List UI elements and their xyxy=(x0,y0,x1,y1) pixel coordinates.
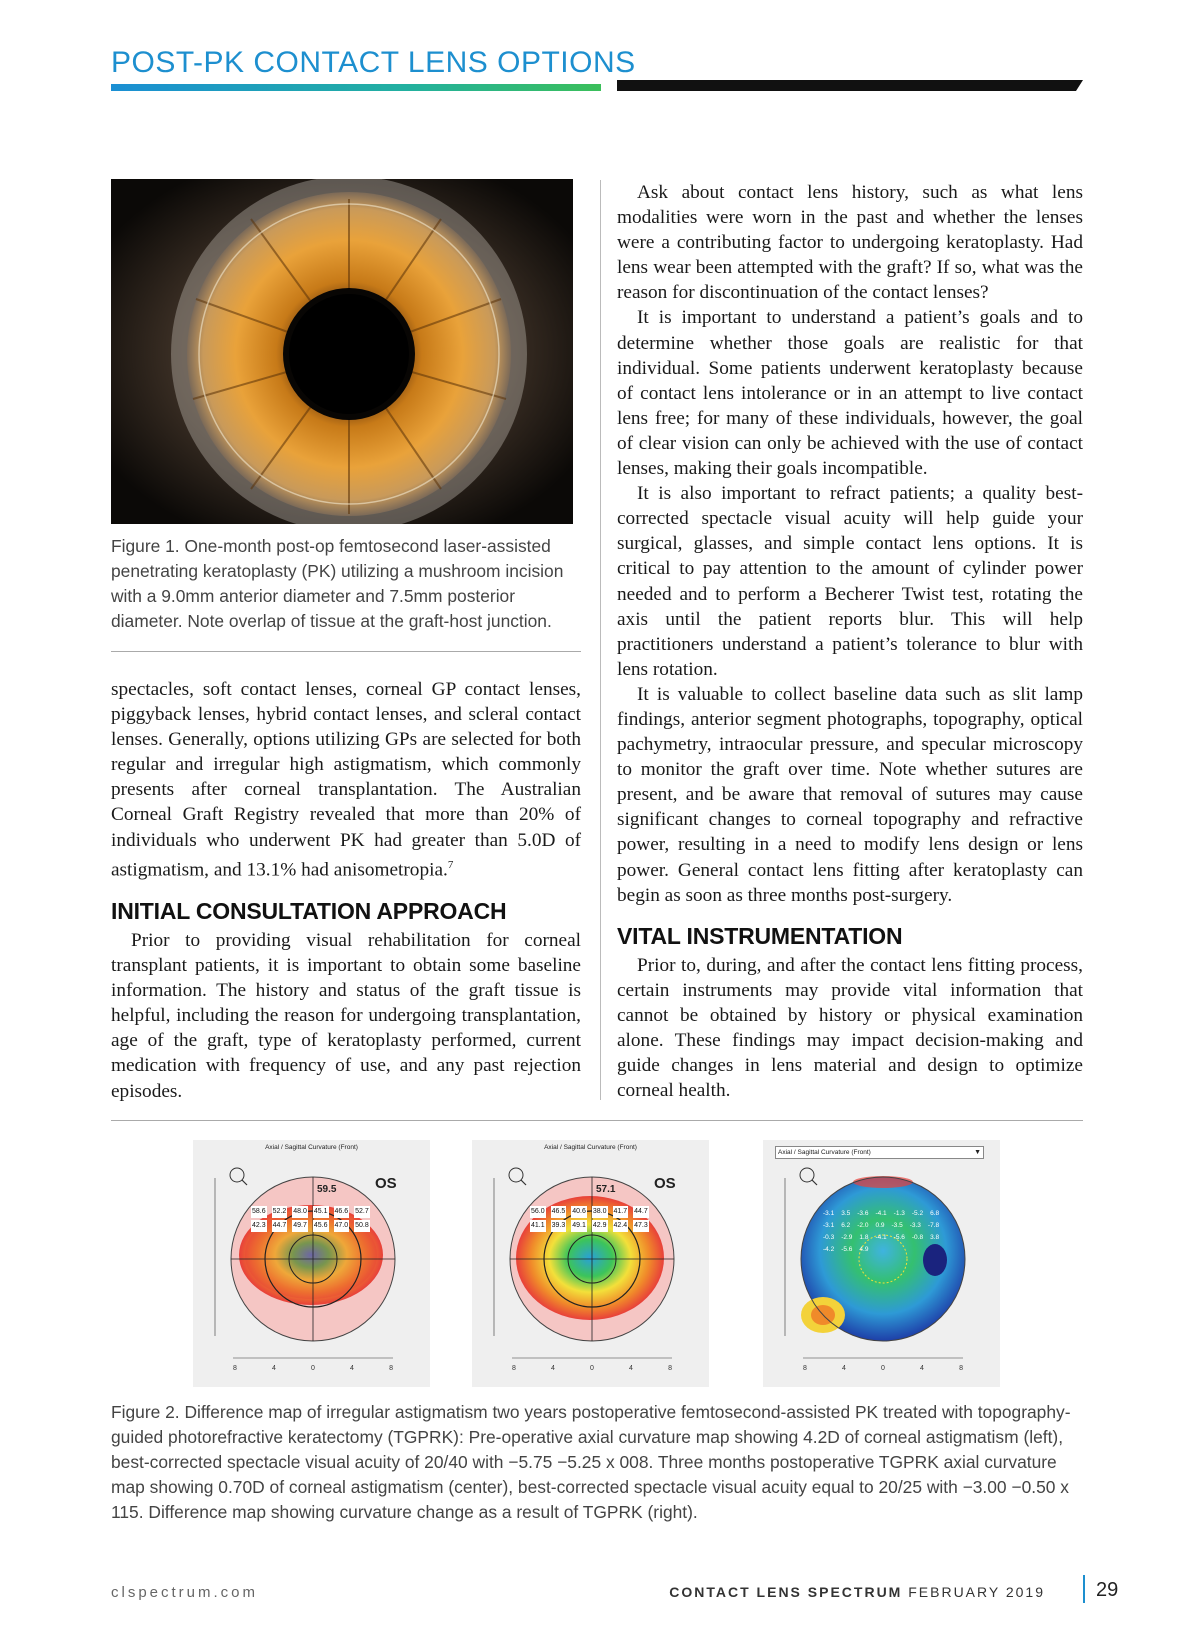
map-value: 49.1 xyxy=(571,1220,587,1232)
axis-tick: 0 xyxy=(881,1365,885,1372)
map-value: 1.8 xyxy=(859,1234,869,1241)
axis-tick: 4 xyxy=(629,1365,633,1372)
right-column xyxy=(617,180,1083,908)
map-value: 48.0 xyxy=(292,1206,308,1218)
map-value: 41.7 xyxy=(613,1206,629,1218)
left-paragraph-1: spectacles, soft contact lenses, corneal GP contact lenses, piggyback lenses, hybrid contact lenses, and scleral contact lenses. Generally, options utilizing GPs are selected for both regular and irregular high astigmatism, which commonly presents after corneal transplantation. The Australian Corneal Graft Registry revealed that more than 20% of individuals who underwent PK had greater than 5.0D of astigmatism, and 13.1% had anisometropia.$^7$ xyxy=(111,679,581,881)
right-paragraph-4: It is valuable to collect baseline data such as slit lamp findings, anterior segment photographs, topography, optical pachymetry, intraocular pressure, and specular microscopy to monitor the graft over time. Note whether sutures are present, and be aware that removal of sutures may cause significant changes to corneal topography and refractive power, resulting in a need to modify lens design or lens power. General contact lens fitting after keratoplasty can begin as soon as three months post-surgery. xyxy=(617,683,1083,906)
map-value: -2.9 xyxy=(841,1234,853,1241)
map-value: 52.7 xyxy=(354,1206,370,1218)
figure1-divider xyxy=(111,651,581,652)
map-value: 3.8 xyxy=(930,1234,940,1241)
map-value-labels xyxy=(530,1206,660,1232)
figure2-caption: Figure 2. Difference map of irregular astigmatism two years postoperative femtosecond-assisted PK treated with topography-guided photorefractive keratectomy (TGPRK): Pre-operative axial curvature map showing 4.2D of corneal astigmatism (left), best-corrected spectacle visual acuity of 20/40 with −5.75 −5.25 x 008. Three months postoperative TGPRK axial curvature map showing 0.70D of corneal astigmatism (center), best-corrected spectacle visual acuity equal to 20/25 with −3.00 −0.50 x 115. Difference map showing curvature change as a result of TGPRK (right). xyxy=(111,1402,1071,1522)
map-value: -5.6 xyxy=(893,1234,905,1241)
map-value: 42.9 xyxy=(592,1220,608,1232)
footer-divider xyxy=(1083,1575,1085,1603)
map-value: -3.6 xyxy=(857,1210,869,1217)
topography-map-difference xyxy=(763,1140,1000,1387)
running-head: POST-PK CONTACT LENS OPTIONS xyxy=(111,46,636,79)
right-paragraph-1: Ask about contact lens history, such as what lens modalities were worn in the past and whether the lenses were a contributing factor to undergoing keratoplasty. Had lens wear been attempted with the graft? If so, what was the reason for discontinuation of the contact lenses? xyxy=(617,182,1083,304)
right-paragraph-2: It is important to understand a patient’s goals and to determine whether those goals are realistic for that individual. Some patients underwent keratoplasty because of contact lens intolerance or in an attempt to live contact lens free; for many of these individuals, however, the goal of clear vision can only be achieved with the use of contact lenses, making their goals incompatible. xyxy=(617,307,1083,480)
map-value: -3.3 xyxy=(909,1222,921,1229)
map-value: 39.3 xyxy=(551,1220,567,1232)
map-value: -4.2 xyxy=(823,1246,835,1253)
map-top-value: 59.5 xyxy=(317,1184,337,1195)
topography-map-preop xyxy=(193,1140,430,1387)
map-axis-ticks xyxy=(233,1365,393,1372)
axis-tick: 8 xyxy=(803,1365,807,1372)
map-value: 42.3 xyxy=(251,1220,267,1232)
map-axis-ticks xyxy=(803,1365,963,1372)
map-title: Axial / Sagittal Curvature (Front) xyxy=(544,1144,637,1151)
axis-tick: 0 xyxy=(590,1365,594,1372)
map-value-labels xyxy=(823,1208,943,1255)
map-value: 40.6 xyxy=(571,1206,587,1218)
right-paragraph-5: Prior to, during, and after the contact lens fitting process, certain instruments may provide vital information that cannot be obtained by history or physical examination alone. These findings may impact decision-making and guide changes in lens material and design to optimize corneal health. xyxy=(617,955,1083,1102)
right-column-lower xyxy=(617,953,1083,1104)
map-value: -5.2 xyxy=(911,1210,924,1217)
map-value-labels xyxy=(251,1206,381,1232)
running-head-underline xyxy=(111,84,601,91)
map-value: 56.0 xyxy=(530,1206,546,1218)
map-value: 46.5 xyxy=(551,1206,567,1218)
header-rule xyxy=(617,80,1083,91)
axis-tick: 4 xyxy=(551,1365,555,1372)
map-value: -4.1 xyxy=(875,1234,887,1241)
left-column-lower xyxy=(111,928,581,1104)
section-heading-initial-consultation: INITIAL CONSULTATION APPROACH xyxy=(111,898,507,924)
section-heading-vital-instrumentation: VITAL INSTRUMENTATION xyxy=(617,923,903,949)
map-value: 0.9 xyxy=(875,1222,885,1229)
map-value: -5.6 xyxy=(841,1246,853,1253)
topography-map-postop xyxy=(472,1140,709,1387)
figure1-caption: Figure 1. One-month post-op femtosecond laser-assisted penetrating keratoplasty (PK) utilizing a mushroom incision with a 9.0mm anterior diameter and 7.5mm posterior diameter. Note overlap of tissue at the graft-host junction. xyxy=(111,536,564,631)
map-value: -2.0 xyxy=(857,1222,869,1229)
axis-tick: 8 xyxy=(389,1365,393,1372)
map-title: Axial / Sagittal Curvature (Front) xyxy=(265,1144,358,1151)
map-value: 42.4 xyxy=(613,1220,629,1232)
map-value: -4.1 xyxy=(875,1210,887,1217)
axis-tick: 4 xyxy=(842,1365,846,1372)
right-paragraph-3: It is also important to refract patients; a quality best-corrected spectacle visual acuity will help guide your surgical, glasses, and simple contact lens options. It is critical to pay attention to the amount of cylinder power needed and to perform a Becherer Twist test, rotating the axis until the patient reports blur. This will help practitioners understand a patient’s tolerance to blur with lens rotation. xyxy=(617,483,1083,680)
difference-plot xyxy=(763,1140,1000,1387)
footer-issue: FEBRUARY 2019 xyxy=(908,1584,1045,1600)
axis-tick: 4 xyxy=(272,1365,276,1372)
figure2-top-divider xyxy=(111,1120,1083,1121)
map-value: 58.6 xyxy=(251,1206,267,1218)
footer-magazine: CONTACT LENS SPECTRUM xyxy=(669,1584,903,1600)
map-value: 49.7 xyxy=(292,1220,308,1232)
map-title: Axial / Sagittal Curvature (Front) xyxy=(778,1149,871,1156)
map-value: 46.6 xyxy=(334,1206,350,1218)
map-value: 4.9 xyxy=(859,1246,869,1253)
left-paragraph-2: Prior to providing visual rehabilitation for corneal transplant patients, it is important to obtain some baseline information. The history and status of the graft tissue is helpful, including the reason for undergoing transplantation, age of the graft, type of keratoplasty performed, current medication with frequency of use, and any past rejection episodes. xyxy=(111,930,581,1102)
map-value: -3.1 xyxy=(823,1210,835,1217)
chevron-down-icon: ▼ xyxy=(974,1149,981,1156)
eye-label: OS xyxy=(654,1175,676,1192)
map-top-value: 57.1 xyxy=(596,1184,616,1195)
map-value: -0.8 xyxy=(911,1234,924,1241)
footer-website: clspectrum.com xyxy=(111,1584,259,1601)
axis-tick: 8 xyxy=(233,1365,237,1372)
axis-tick: 8 xyxy=(668,1365,672,1372)
map-value: 44.7 xyxy=(633,1206,649,1218)
map-value: -1.3 xyxy=(893,1210,905,1217)
map-value: -3.5 xyxy=(891,1222,903,1229)
map-value: 6.8 xyxy=(930,1210,940,1217)
map-value: -0.3 xyxy=(823,1234,835,1241)
map-value: 38.0 xyxy=(592,1206,608,1218)
eye-graphic xyxy=(111,179,573,524)
axis-tick: 8 xyxy=(512,1365,516,1372)
reference-superscript: 7 xyxy=(447,858,454,871)
map-value: 44.7 xyxy=(272,1220,288,1232)
map-value: 50.8 xyxy=(354,1220,370,1232)
map-value: 45.1 xyxy=(313,1206,329,1218)
footer-publication xyxy=(669,1584,1045,1600)
map-axis-ticks xyxy=(512,1365,672,1372)
map-value: -7.8 xyxy=(927,1222,940,1229)
axis-tick: 0 xyxy=(311,1365,315,1372)
axis-tick: 4 xyxy=(920,1365,924,1372)
column-divider xyxy=(600,180,601,1100)
axis-tick: 4 xyxy=(350,1365,354,1372)
axis-tick: 8 xyxy=(959,1365,963,1372)
map-value: 6.2 xyxy=(841,1222,851,1229)
left-column xyxy=(111,677,581,882)
map-value: -3.1 xyxy=(823,1222,835,1229)
page-number: 29 xyxy=(1096,1579,1119,1601)
map-value: 52.2 xyxy=(272,1206,288,1218)
map-value: 47.0 xyxy=(334,1220,350,1232)
map-value: 45.6 xyxy=(313,1220,329,1232)
eye-label: OS xyxy=(375,1175,397,1192)
map-value: 3.5 xyxy=(841,1210,851,1217)
map-value: 41.1 xyxy=(530,1220,546,1232)
map-value: 47.3 xyxy=(633,1220,649,1232)
figure1-photo xyxy=(111,179,573,524)
